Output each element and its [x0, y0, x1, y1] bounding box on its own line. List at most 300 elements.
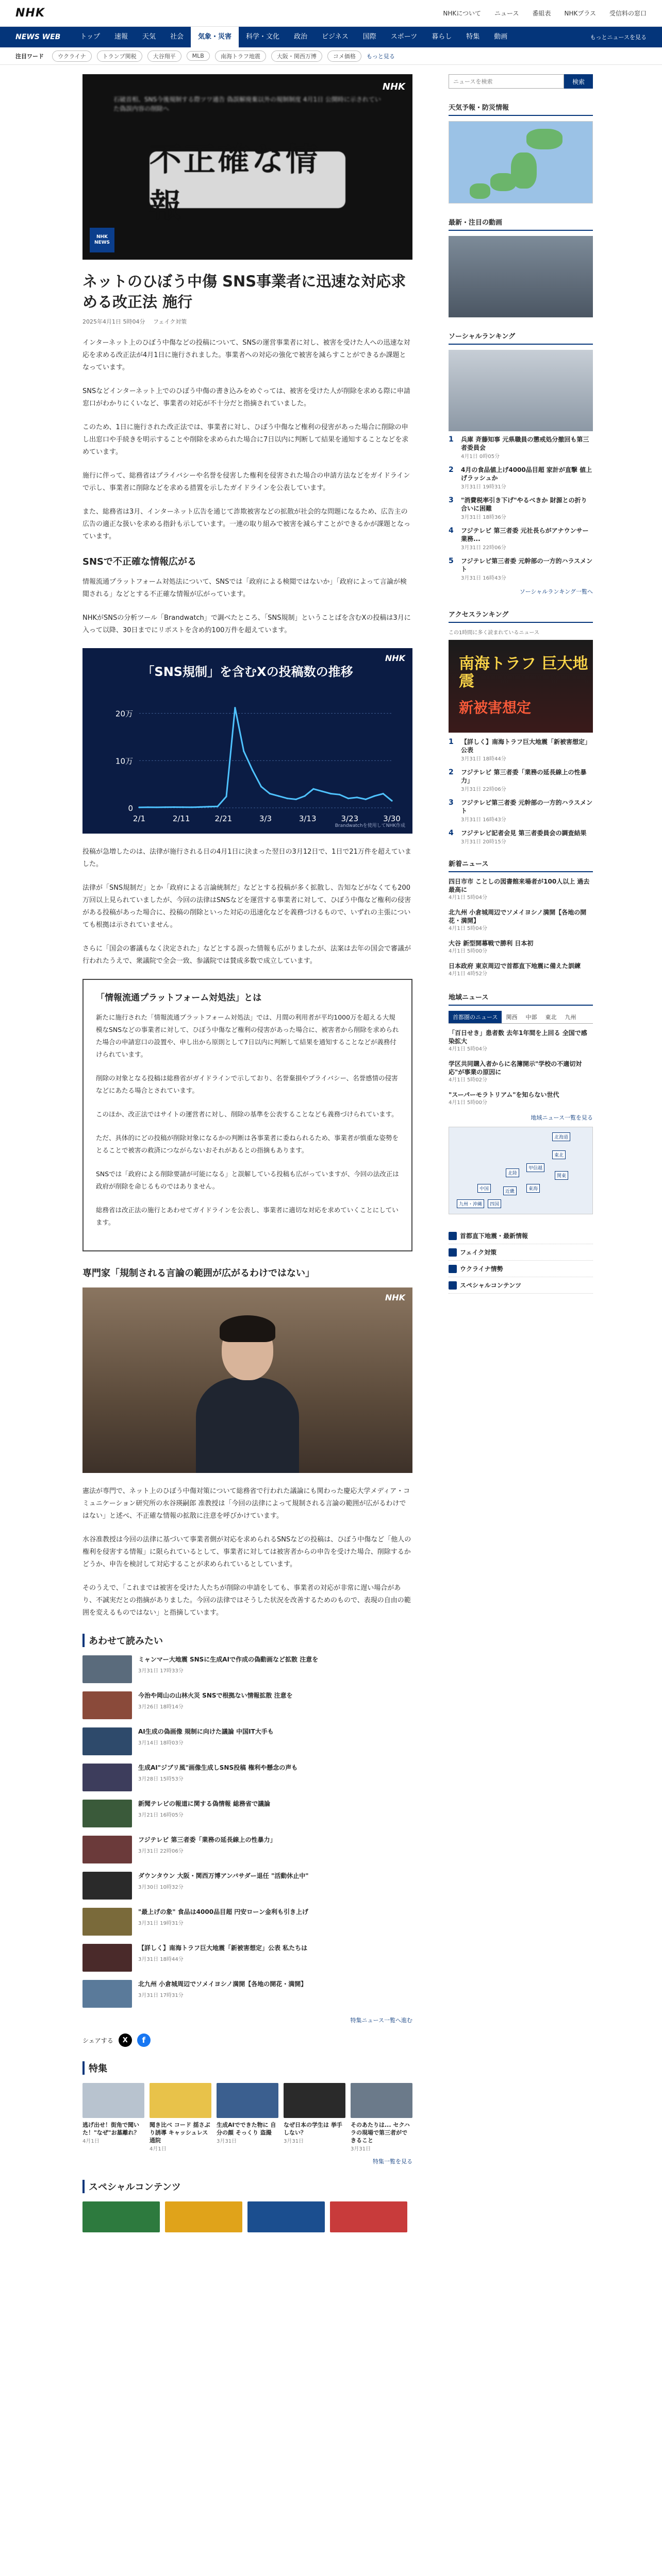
features-list — [449, 1228, 593, 1294]
related-date: 3月31日 17時31分 — [138, 1993, 184, 1998]
region-news-item[interactable] — [449, 1060, 593, 1084]
chart-data-point — [391, 800, 392, 802]
nankai-banner-subtitle: 新被害想定 — [459, 699, 532, 716]
nav-item-top[interactable]: トップ — [80, 33, 100, 41]
article-meta — [82, 317, 428, 326]
feature-icon — [449, 1281, 457, 1290]
feature-link[interactable]: スペシャルコンテンツ — [449, 1277, 593, 1294]
feature-icon — [449, 1248, 457, 1257]
nav-item-international[interactable]: 国際 — [362, 33, 376, 41]
map-region-button[interactable]: 四国 — [488, 1199, 501, 1208]
ranking-date: 3月31日 16時43分 — [461, 575, 506, 581]
special-card[interactable] — [217, 2083, 278, 2152]
related-item[interactable] — [82, 1800, 412, 1827]
special-heading: 特集 — [82, 2061, 428, 2075]
access-list — [449, 738, 593, 845]
latest-video-thumbnail[interactable] — [449, 236, 593, 317]
ranking-top-thumbnail[interactable] — [449, 350, 593, 431]
region-news-item[interactable] — [449, 1091, 593, 1107]
special-thumbnail — [150, 2083, 211, 2118]
special-thumbnail — [351, 2083, 412, 2118]
main-nav — [0, 27, 662, 47]
new-news-date: 4月1日 4時52分 — [449, 971, 487, 977]
region-map[interactable] — [449, 1127, 593, 1214]
map-region-button[interactable]: 東北 — [552, 1150, 566, 1159]
chart-data-point — [243, 750, 244, 752]
special-title: なぜ日本の学生は 挙手しない？ — [284, 2122, 342, 2136]
chart-data-point — [330, 793, 332, 794]
chart-data-point — [234, 707, 236, 708]
weather-box — [449, 102, 593, 204]
article-paragraph: また、総務省は3月、インターネット広告を通じて詐欺被害などの拡散が社会的な問題になるため、広告主の広告の適正な扱いを求める指針も示しています。一連の取り組みで被害を減らすことができるかが課題となっています。 — [82, 508, 410, 540]
related-thumbnail — [82, 1908, 132, 1936]
article-title: ネットのひぼう中傷 SNS事業者に迅速な対応求める改正法 施行 — [82, 273, 406, 311]
region-news-date: 4月1日 5時02分 — [449, 1077, 487, 1083]
weather-map[interactable] — [449, 121, 593, 204]
latest-video-heading: 最新・注目の動画 — [449, 217, 593, 231]
share-label: シェアする — [82, 2037, 113, 2044]
header-link-nhkplus[interactable]: NHKプラス — [564, 10, 596, 17]
social-ranking-heading: ソーシャルランキング — [449, 331, 593, 345]
chart-y-tick-label: 20万 — [115, 709, 133, 719]
facebook-share-icon[interactable]: f — [137, 2033, 151, 2047]
chart-data-point — [173, 806, 175, 808]
special-contents-heading: スペシャルコンテンツ — [82, 2180, 428, 2193]
new-news-date: 4月1日 5時00分 — [449, 948, 487, 954]
related-title: フジテレビ 第三者委「業務の延長線上の性暴力」 — [138, 1836, 276, 1843]
related-thumbnail — [82, 1655, 132, 1683]
article-tag[interactable]: フェイク対策 — [153, 318, 187, 325]
region-news-box — [449, 992, 593, 1214]
access-ranking-heading: アクセスランキング — [449, 609, 593, 623]
explainer-paragraph: 新たに施行された「情報流通プラットフォーム対処法」では、月間の利用者が平均1000万を超える大規模なSNSなどの事業者に対して、ひぼう中傷など権利の侵害があった場合に、被害者から削除を求められた場合の申請窓口の設置や、申し出から原則として7日以内に判断して結果を通知することなどが義務付けられています。 — [96, 1013, 399, 1058]
new-news-date: 4月1日 5時04分 — [449, 895, 487, 901]
chart-y-tick-label: 10万 — [115, 756, 133, 766]
special-content-banner[interactable] — [330, 2201, 407, 2232]
related-thumbnail — [82, 1980, 132, 2008]
video-nhk-logo: NHK — [385, 1293, 405, 1302]
related-date: 3月31日 17時33分 — [138, 1668, 184, 1674]
ranking-item[interactable] — [449, 435, 593, 460]
related-thumbnail — [82, 1944, 132, 1972]
related-item[interactable] — [82, 1872, 412, 1900]
nav-item-flash[interactable]: 速報 — [114, 33, 128, 41]
special-thumbnail — [217, 2083, 278, 2118]
special-card[interactable] — [82, 2083, 144, 2152]
header-links — [443, 9, 647, 18]
chart-data-point — [287, 798, 288, 799]
related-thumbnail — [82, 1727, 132, 1755]
nav-item-sports[interactable]: スポーツ — [390, 33, 418, 41]
related-thumbnail — [82, 1764, 132, 1791]
chart-data-point — [365, 799, 367, 800]
new-news-title: 四日市市 ことしの図書館来場者が100人以上 過去最高に — [449, 878, 590, 893]
ranking-title: フジテレビ第三者委 元幹部の一方的ハラスメント — [461, 557, 593, 573]
ranking-number: 3 — [449, 496, 454, 504]
related-date: 3月31日 18時44分 — [138, 1957, 184, 1962]
access-number: 4 — [449, 829, 454, 837]
related-title: 今治や岡山の山林火災 SNSで根拠ない情報拡散 注意を — [138, 1692, 293, 1699]
ranking-item[interactable] — [449, 527, 593, 551]
region-tabs — [449, 1011, 593, 1024]
top-header — [0, 0, 662, 27]
region-news-title: "スーパーモラトリアム"を知らない世代 — [449, 1091, 559, 1098]
article-paragraph: SNSなどインターネット上でのひぼう中傷の書き込みをめぐっては、被害を受けた人が削除を求める際に申請窓口がわかりにくいなど、事業者の対応が不十分だと指摘されていました。 — [82, 387, 410, 408]
access-ranking-box — [449, 609, 593, 845]
chart-data-point — [182, 806, 184, 808]
article-paragraph: そのうえで、「これまでは被害を受けた人たちが削除の申請をしても、事業者の対応が非常に遅い場合があり、不誠実だとの指摘がありました。今回の法律ではそうした状況を改善するためのもので、表現の自由の範囲を変えるものではない」と指摘しています。 — [82, 1584, 411, 1617]
expert-video[interactable] — [82, 1287, 412, 1473]
special-thumbnail — [82, 2083, 144, 2118]
chart-data-point — [374, 795, 375, 796]
ranking-number: 4 — [449, 527, 454, 535]
access-item[interactable] — [449, 738, 593, 762]
article-paragraph: 情報流通プラットフォーム対処法について、SNSでは「政府による検閲ではないか」「政府によって言論が検閲される」などとする不正確な情報が広がっています。 — [82, 578, 407, 598]
chart-data-point — [191, 806, 192, 808]
special-date: 3月31日 — [351, 2146, 371, 2152]
special-date: 4月1日 — [150, 2146, 167, 2152]
special-thumbnail — [284, 2083, 345, 2118]
ranking-title: 4月の食品値上げ4000品目超 家計が直撃 値上げラッシュか — [461, 466, 592, 482]
region-news-title: 学区共同購入者からに名簿開示"学校の不適切対応"が事業の原因に — [449, 1060, 582, 1076]
article-paragraph: 憲法が専門で、ネット上のひぼう中傷対策について総務省で行われた議論にも関わった慶応大学メディア・コミュニケーション研究所の水谷瑛嗣郎 准教授は「今回の法律によって規制される言論の範囲が広がるわけではない」と述べ、不正確な情報の拡散に注意を呼びかけています。 — [82, 1487, 410, 1520]
feature-link[interactable]: 首都直下地震・最新情報 — [449, 1228, 593, 1244]
access-title: フジテレビ記者会見 第三者委員会の調査結果 — [461, 829, 587, 837]
trending-words — [0, 47, 662, 65]
explainer-title: 「情報流通プラットフォーム対処法」とは — [96, 993, 262, 1003]
related-item[interactable] — [82, 1727, 412, 1755]
access-title: フジテレビ第三者委 元幹部の一方的ハラスメント — [461, 799, 593, 815]
special-date: 3月31日 — [284, 2139, 304, 2144]
new-list — [449, 877, 593, 978]
nav-item-society[interactable]: 社会 — [170, 33, 184, 41]
related-item[interactable] — [82, 1944, 412, 1972]
special-content-banner[interactable] — [247, 2201, 325, 2232]
related-date: 3月31日 22時06分 — [138, 1849, 184, 1854]
access-number: 3 — [449, 799, 454, 807]
related-title: 新聞テレビの報道に関する偽情報 総務省で議論 — [138, 1800, 270, 1807]
access-item[interactable] — [449, 799, 593, 823]
chart-x-tick-label: 3/30 — [383, 814, 401, 823]
region-tab[interactable]: 関西 — [506, 1014, 518, 1021]
sidebar — [449, 65, 593, 2232]
new-news-item[interactable] — [449, 939, 593, 956]
ranking-item[interactable] — [449, 496, 593, 520]
chart-svg — [82, 648, 412, 834]
map-region-button[interactable]: 中国 — [477, 1184, 491, 1193]
chart-data-point — [225, 795, 227, 797]
share-bar — [82, 2033, 428, 2047]
nav-item-video[interactable]: 動画 — [494, 33, 508, 41]
section-heading: SNSで不正確な情報広がる — [82, 556, 196, 567]
access-title: 【詳しく】南海トラフ巨大地震「新被害想定」公表 — [461, 738, 591, 754]
access-date: 3月31日 16時43分 — [461, 817, 506, 823]
explainer-paragraph: 削除の対象となる投稿は総務省がガイドラインで示しており、名誉棄損やプライバシー、名誉感情の侵害などにあたる場合とされています。 — [96, 1074, 398, 1094]
new-news-item[interactable] — [449, 962, 593, 978]
search-input[interactable] — [449, 74, 564, 89]
chart-data-point — [147, 806, 148, 808]
explainer-paragraph: SNSでは「政府による削除要請が可能になる」と誤解している投稿も広がっていますが、今回の法改正は政府が削除を命じるものではありません。 — [96, 1170, 399, 1190]
special-title: 聞き比べ コード 揺さぶり誘導 キャッシュレス通院 — [150, 2122, 210, 2144]
article-date: 2025年4月1日 5時04分 — [82, 318, 145, 325]
new-news-title: 日本政府 東京周辺で首都直下地震に備えた訓練 — [449, 962, 581, 970]
region-more-link[interactable]: 地域ニュース一覧を見る — [531, 1114, 593, 1121]
related-title: 北九州 小倉城周辺でソメイヨシノ満開【各地の開花・満開】 — [138, 1980, 307, 1988]
post-count-chart — [82, 648, 412, 834]
article-paragraph: インターネット上のひぼう中傷などの投稿について、SNSの運営事業者に対し、被害を受けた人への迅速な対応を求める改正法が4月1日に施行されました。事業者への対応の強化で被害を減らすことができるか課題となっています。 — [82, 339, 410, 371]
trending-tag[interactable]: 大谷翔平 — [147, 50, 181, 62]
region-news-title: 「百日せき」患者数 去年1年間を上回る 全国で感染拡大 — [449, 1029, 587, 1045]
chart-data-point — [304, 795, 305, 796]
related-thumbnail — [82, 1800, 132, 1827]
nav-item-features[interactable]: 特集 — [466, 33, 480, 41]
access-number: 2 — [449, 768, 454, 776]
related-title: "最上げの象" 食品は4000品目超 円安ローン金利も引き上げ — [138, 1908, 309, 1916]
new-news-heading: 新着ニュース — [449, 858, 593, 872]
chart-data-point — [208, 806, 210, 807]
explainer-paragraph: ただ、具体的にどの投稿が削除対象になるかの判断は各事業者に委ねられるため、事業者が慎重な姿勢をとることで被害の救済につながらないおそれがあるとの指摘もあります。 — [96, 1134, 399, 1154]
related-more-link[interactable]: 特集ニュース一覧へ進む — [350, 2017, 412, 2024]
explainer-box — [82, 979, 412, 1251]
chart-x-tick-label: 3/23 — [341, 814, 359, 823]
chart-source: Brandwatchを使用してNHK作成 — [335, 823, 405, 828]
map-region-button[interactable]: 北海道 — [552, 1132, 570, 1141]
ranking-number: 1 — [449, 435, 454, 444]
social-ranking-box — [449, 331, 593, 596]
chart-title: 「SNS規制」を含むXの投稿数の推移 — [142, 665, 353, 679]
ranking-item[interactable] — [449, 466, 593, 490]
region-tab[interactable]: 九州 — [565, 1014, 576, 1021]
access-title: フジテレビ 第三者委「業務の延長線上の性暴力」 — [461, 769, 587, 784]
nav-item-disaster[interactable]: 気象・災害 — [191, 27, 239, 47]
special-more-link[interactable]: 特集一覧を見る — [373, 2158, 412, 2165]
chart-data-point — [312, 788, 314, 790]
trending-label: 注目ワード — [15, 53, 44, 60]
map-region-button[interactable]: 関東 — [555, 1171, 568, 1180]
ranking-date: 3月31日 19時31分 — [461, 484, 506, 490]
expert-portrait — [196, 1318, 299, 1473]
trending-tag[interactable]: 大阪・関西万博 — [271, 50, 322, 62]
chart-nhk-logo: NHK — [385, 653, 405, 663]
special-card[interactable] — [351, 2083, 412, 2152]
special-content-banner[interactable] — [165, 2201, 242, 2232]
chart-y-tick-label: 0 — [128, 804, 133, 813]
related-heading: あわせて読みたい — [82, 1634, 428, 1647]
region-list — [449, 1029, 593, 1107]
new-news-box — [449, 858, 593, 978]
chart-data-point — [138, 806, 140, 808]
related-thumbnail — [82, 1691, 132, 1719]
special-content-banner[interactable] — [82, 2201, 160, 2232]
region-news-date: 4月1日 5時00分 — [449, 1100, 487, 1106]
nhk-logo[interactable]: NHK — [15, 7, 45, 20]
region-news-item[interactable] — [449, 1029, 593, 1054]
chart-data-point — [295, 799, 297, 800]
chart-data-point — [383, 793, 384, 794]
expert-heading: 専門家「規制される言論の範囲が広がるわけではない」 — [82, 1268, 315, 1279]
special-title: 逃げ出せ！街角で聞いた！"なぜ"お墓離れ？ — [82, 2122, 140, 2136]
article-paragraph: さらに「国会の審議もなく決定された」などとする誤った情報も広がりましたが、法案は去年の国会で審議が行われたうえで、衆議院で全会一致、参議院では賛成多数で成立しています。 — [82, 945, 411, 965]
map-region-button[interactable]: 九州・沖縄 — [457, 1199, 484, 1208]
article-main — [15, 65, 428, 2232]
related-title: ダウンタウン 大阪・関西万博アンバサダー退任 "活動休止中" — [138, 1872, 309, 1879]
access-date: 3月31日 22時06分 — [461, 787, 506, 792]
region-news-date: 4月1日 5時04分 — [449, 1046, 487, 1052]
related-date: 3月30日 10時32分 — [138, 1885, 184, 1890]
new-news-title: 大谷 新型開幕戦で勝利 日本初 — [449, 940, 534, 947]
special-contents-row — [82, 2201, 412, 2232]
feature-icon — [449, 1232, 457, 1240]
ranking-date: 4月1日 0時05分 — [461, 454, 500, 460]
ranking-date: 3月31日 22時06分 — [461, 545, 506, 551]
nav-item-life[interactable]: 暮らし — [432, 33, 452, 41]
trending-more-link[interactable]: もっと見る — [366, 53, 395, 60]
ranking-number: 5 — [449, 557, 454, 565]
article-paragraph: 施行に伴って、総務省はプライバシーや名誉を侵害した権利を侵害された場合の申請方法などをガイドラインで示し、事業者に削除などを求める措置を示したガイドラインを公表しています。 — [82, 472, 410, 492]
ranking-title: 兵庫 斉藤知事 元県職員の懲戒処分撤回も第三者委員会 — [461, 436, 589, 451]
special-date: 4月1日 — [82, 2139, 100, 2144]
header-link-about[interactable]: NHKについて — [443, 10, 482, 17]
weather-heading: 天気予報・防災情報 — [449, 102, 593, 116]
special-title: そのあたりは... セクハラの現場で第三者ができること — [351, 2122, 410, 2144]
related-list — [82, 1655, 428, 2008]
nav-item-science[interactable]: 科学・文化 — [246, 33, 280, 41]
header-link-schedule[interactable]: 番組表 — [532, 10, 551, 17]
map-region-button[interactable]: 甲信越 — [526, 1163, 544, 1172]
nav-item-business[interactable]: ビジネス — [322, 33, 349, 41]
latest-video-box — [449, 217, 593, 317]
related-date: 3月28日 15時53分 — [138, 1776, 184, 1782]
related-item[interactable] — [82, 1691, 412, 1719]
related-date: 3月21日 16時05分 — [138, 1812, 184, 1818]
nankai-banner[interactable] — [449, 640, 593, 733]
article-paragraph: このため、1日に施行された改正法では、事業者に対し、ひぼう中傷など権利の侵害があった場合に削除の申し出窓口や手続きを明示することや削除を求められた場合に7日以内に判断して結果を通知することなどを求めています。 — [82, 423, 409, 456]
chart-data-point — [356, 796, 358, 798]
related-title: 【詳しく】南海トラフ巨大地震「新被害想定」公表 私たちは — [138, 1944, 308, 1952]
news-web-brand[interactable]: NEWS WEB — [15, 33, 61, 41]
nankai-banner-title: 南海トラフ 巨大地震 — [459, 655, 588, 690]
related-date: 3月26日 18時14分 — [138, 1704, 184, 1710]
feature-link[interactable]: フェイク対策 — [449, 1244, 593, 1261]
related-title: AI生成の偽画像 規制に向けた議論 中国IT大手も — [138, 1728, 274, 1735]
region-tab[interactable]: 東北 — [545, 1014, 557, 1021]
hero-caption: 不正確な情報 — [150, 151, 345, 208]
chart-data-point — [156, 806, 157, 808]
related-date: 3月14日 18時03分 — [138, 1740, 184, 1746]
new-news-item[interactable] — [449, 877, 593, 902]
access-item[interactable] — [449, 829, 593, 845]
access-item[interactable] — [449, 768, 593, 792]
trending-tag[interactable]: ウクライナ — [52, 50, 92, 62]
article-paragraph: 投稿が急増したのは、法律が施行される日の4月1日に決まった翌日の3月12日で、1日で21万件を超えていました。 — [82, 848, 411, 868]
chart-data-point — [252, 769, 253, 771]
special-date: 3月31日 — [217, 2139, 237, 2144]
related-date: 3月31日 19時31分 — [138, 1921, 184, 1926]
hero-image — [82, 74, 412, 260]
chart-x-tick-label: 2/1 — [133, 814, 146, 823]
chart-data-point — [347, 798, 349, 799]
search-box — [449, 74, 593, 89]
related-item[interactable] — [82, 1908, 412, 1936]
nhk-corner-logo: NHK — [382, 81, 405, 92]
trending-tag[interactable]: コメ価格 — [327, 50, 361, 62]
chart-data-point — [269, 793, 271, 794]
chart-x-tick-label: 2/21 — [214, 814, 233, 823]
nav-item-politics[interactable]: 政治 — [294, 33, 308, 41]
chart-data-point — [278, 795, 279, 796]
new-news-date: 4月1日 5時04分 — [449, 926, 487, 931]
related-item[interactable] — [82, 1764, 412, 1791]
ranking-item[interactable] — [449, 557, 593, 581]
related-thumbnail — [82, 1836, 132, 1863]
nav-item-weather[interactable]: 天気 — [142, 33, 156, 41]
new-news-title: 北九州 小倉城周辺でソメイヨシノ満開【各地の開花・満開】 — [449, 909, 587, 924]
new-news-item[interactable] — [449, 908, 593, 933]
related-item[interactable] — [82, 1836, 412, 1863]
nhk-news-badge: NHK NEWS — [90, 228, 114, 252]
special-title: 生成AIでできた物に 自分の顔 そっくり 盗撮 — [217, 2122, 276, 2136]
explainer-paragraph: このほか、改正法ではサイトの運営者に対し、削除の基準を公表することなども義務づけられています。 — [96, 1110, 398, 1118]
ranking-date: 3月31日 18時36分 — [461, 515, 506, 520]
ranking-more-link[interactable]: ソーシャルランキング一覧へ — [519, 588, 593, 595]
ranking-number: 2 — [449, 466, 454, 474]
map-region-button[interactable]: 東海 — [526, 1184, 540, 1193]
nav-more-news[interactable]: もっとニュースを見る — [590, 33, 647, 41]
special-card[interactable] — [150, 2083, 211, 2152]
region-news-heading: 地域ニュース — [449, 992, 593, 1006]
special-card[interactable] — [284, 2083, 345, 2152]
header-link-fee[interactable]: 受信料の窓口 — [609, 10, 647, 17]
feature-icon — [449, 1265, 457, 1273]
related-title: ミャンマー大地震 SNSに生成AIで作成の偽動画など拡散 注意を — [138, 1656, 319, 1663]
header-link-news[interactable]: ニュース — [494, 10, 519, 17]
explainer-paragraph: 総務省は改正法の施行とあわせてガイドラインを公表し、事業者に適切な対応を求めていくことにしています。 — [96, 1206, 399, 1226]
related-thumbnail — [82, 1872, 132, 1900]
chart-series-line — [139, 708, 392, 807]
map-region-button[interactable]: 北陸 — [506, 1168, 519, 1177]
chart-data-point — [217, 806, 218, 807]
map-region-button[interactable]: 近畿 — [503, 1187, 517, 1195]
ranking-list — [449, 435, 593, 581]
related-item[interactable] — [82, 1655, 412, 1683]
chart-x-tick-label: 2/11 — [172, 814, 190, 823]
x-share-icon[interactable]: X — [119, 2033, 132, 2047]
chart-data-point — [164, 806, 166, 808]
content-wrap — [0, 65, 662, 2232]
ranking-title: フジテレビ 第三者委 元社長らがアナウンサー業務... — [461, 527, 589, 543]
related-title: 生成AI"ジブリ風"画像生成しSNS投稿 権利や懸念の声も — [138, 1764, 298, 1771]
article-paragraph: 法律が「SNS規制だ」とか「政府による言論統制だ」などとする投稿が多く拡散し、告知などがなくても200万回以上見られていましたが、今回の法律はSNSなどを運営する事業者に対して、ひぼう中傷など権利の侵害がある投稿があった場合に、投稿の削除といった対応の迅速化などを義務づけるもので、いずれの主張についても根拠は示されていません。 — [82, 884, 411, 929]
trending-tag[interactable]: MLB — [187, 51, 210, 61]
article-paragraph: NHKがSNSの分析ツール「Brandwatch」で調べたところ、「SNS規制」ということばを含むXの投稿は3月に入って以降、30日までにリポストを含め約100万件を超えています。 — [82, 614, 411, 634]
chart-x-tick-label: 3/13 — [299, 814, 317, 823]
hero-blurred-text: 石破首相、SNS今後規制する際ツワ通告 偽誤解廃棄以外の規制制度 4月1日 公開時に示されていた偽誤内容の削除へ — [113, 96, 381, 112]
region-tab[interactable]: 中部 — [525, 1014, 537, 1021]
feature-link[interactable]: ウクライナ情勢 — [449, 1261, 593, 1277]
trending-tag[interactable]: トランプ関税 — [97, 50, 142, 62]
related-item[interactable] — [82, 1980, 412, 2008]
chart-data-point — [321, 790, 323, 792]
region-tab[interactable]: 首都圏のニュース — [449, 1011, 502, 1023]
trending-tag[interactable]: 南海トラフ地震 — [215, 50, 266, 62]
search-button[interactable]: 検索 — [564, 74, 593, 89]
article-paragraph: 水谷准教授は今回の法律に基づいて事業者側が対応を求められるSNSなどの投稿は、ひぼう中傷など「他人の権利を侵害する情報」に限られているとして、事業者に対しては被害者からの申告を受けた場合、削除するかどうか、申告を検討して対応することが求められているとしています。 — [82, 1536, 411, 1568]
chart-data-point — [339, 794, 340, 795]
chart-data-point — [200, 806, 201, 808]
access-number: 1 — [449, 738, 454, 746]
chart-data-point — [260, 786, 262, 787]
special-grid — [82, 2083, 412, 2152]
